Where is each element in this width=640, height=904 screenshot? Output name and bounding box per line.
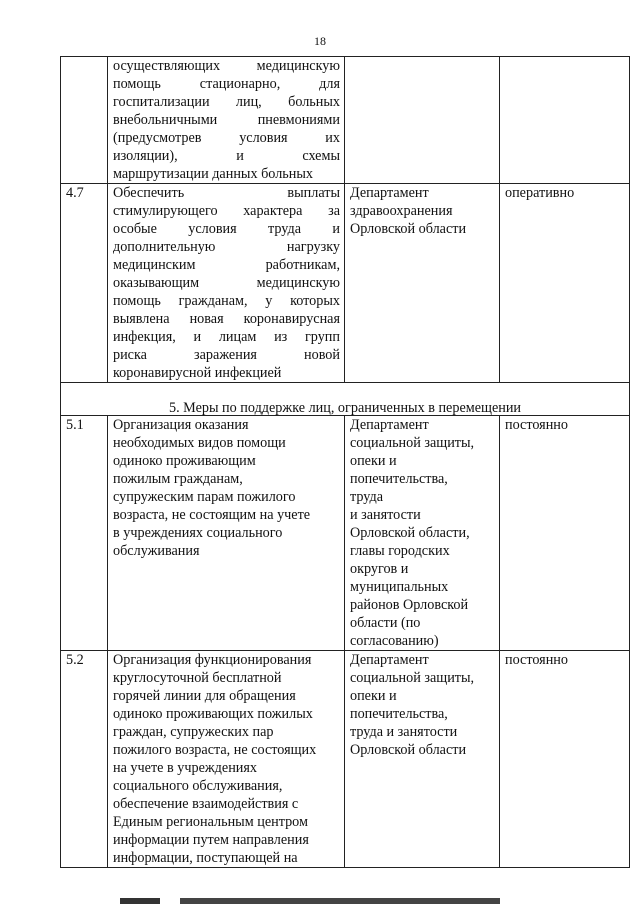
- action-line: горячей линии для обращения: [113, 688, 296, 704]
- action-cell: [108, 57, 345, 184]
- executor-line: Департамент: [350, 185, 429, 201]
- executor-line: опеки и: [350, 453, 397, 469]
- term-cell: постоянно: [500, 416, 630, 651]
- table-row-5-2: [61, 651, 630, 868]
- action-line: социального обслуживания,: [113, 778, 283, 794]
- row-number: 5.2: [61, 651, 108, 868]
- table-row-5-1: [61, 416, 630, 651]
- action-line: обслуживания: [113, 543, 200, 559]
- executor-line: главы городских: [350, 543, 450, 559]
- action-line: помощь гражданам, у которых: [113, 293, 340, 309]
- executor-line: Орловской области: [350, 221, 467, 237]
- table-row-continuation: [61, 57, 630, 184]
- action-cell: [108, 184, 345, 383]
- action-cell: [108, 416, 345, 651]
- scan-edge-artifact: [0, 898, 640, 904]
- executor-line: Департамент: [350, 417, 429, 433]
- executor-line: муниципальных: [350, 579, 449, 595]
- executor-cell: [345, 651, 500, 868]
- executor-line: районов Орловской: [350, 597, 469, 613]
- term-cell: постоянно: [500, 651, 630, 868]
- executor-cell: [345, 184, 500, 383]
- action-line: на учете в учреждениях: [113, 760, 257, 776]
- executor-line: попечительства,: [350, 706, 448, 722]
- action-line: осуществляющих медицинскую: [113, 58, 340, 74]
- executor-line: и занятости: [350, 507, 421, 523]
- executor-line: области (по: [350, 615, 421, 631]
- action-line: госпитализации лиц, больных: [113, 94, 340, 110]
- action-line: возраста, не состоящим на учете: [113, 507, 311, 523]
- action-line: информации, поступающей на: [113, 850, 298, 866]
- row-number: 5.1: [61, 416, 108, 651]
- action-cell: [108, 651, 345, 868]
- executor-line: здравоохранения: [350, 203, 453, 219]
- action-line: медицинским работникам,: [113, 257, 340, 273]
- action-line: граждан, супружеских пар: [113, 724, 274, 740]
- executor-line: социальной защиты,: [350, 435, 475, 451]
- row-number-cell: [61, 57, 108, 184]
- action-line: круглосуточной бесплатной: [113, 670, 282, 686]
- executor-line: социальной защиты,: [350, 670, 475, 686]
- action-line: пожилым гражданам,: [113, 471, 243, 487]
- executor-line: попечительства,: [350, 471, 448, 487]
- action-line: одиноко проживающих пожилых: [113, 706, 313, 722]
- executor-line: Департамент: [350, 652, 429, 668]
- action-line: оказывающим медицинскую: [113, 275, 340, 291]
- action-line: информации путем направления: [113, 832, 309, 848]
- action-line: в учреждениях социального: [113, 525, 283, 541]
- executor-line: Орловской области: [350, 742, 467, 758]
- page-number: 18: [314, 34, 326, 48]
- action-line: дополнительную нагрузку: [113, 239, 340, 255]
- measures-table: [60, 56, 630, 868]
- section-heading: 5. Меры по поддержке лиц, ограниченных в перемещении: [61, 401, 630, 416]
- term-cell: [500, 57, 630, 184]
- action-line: (предусмотрев условия их: [113, 130, 340, 146]
- executor-cell: [345, 57, 500, 184]
- action-line: риска заражения новой: [113, 347, 340, 363]
- executor-line: труда: [350, 489, 383, 505]
- action-line: выявлена новая коронавирусная: [113, 311, 340, 327]
- action-line: внебольничными пневмониями: [113, 112, 340, 128]
- action-line: супружеским парам пожилого: [113, 489, 296, 505]
- action-line: Единым региональным центром: [113, 814, 308, 830]
- action-line: Обеспечить выплаты: [113, 185, 340, 201]
- action-line: помощь стационарно, для: [113, 76, 340, 92]
- action-line: маршрутизации данных больных: [113, 166, 313, 182]
- action-line: особые условия труда и: [113, 221, 340, 237]
- executor-line: Орловской области,: [350, 525, 470, 541]
- executor-line: округов и: [350, 561, 409, 577]
- action-line: пожилого возраста, не состоящих: [113, 742, 317, 758]
- term-cell: оперативно: [500, 184, 630, 383]
- action-line: стимулирующего характера за: [113, 203, 340, 219]
- section-spacer-cell: [61, 383, 630, 402]
- executor-line: опеки и: [350, 688, 397, 704]
- action-line: обеспечение взаимодействия с: [113, 796, 299, 812]
- action-line: одиноко проживающим: [113, 453, 256, 469]
- table-row-4-7: [61, 184, 630, 383]
- action-line: Организация функционирования: [113, 652, 312, 668]
- action-line: коронавирусной инфекцией: [113, 365, 282, 381]
- section-spacer-row: [61, 383, 630, 402]
- action-line: инфекция, и лицам из групп: [113, 329, 340, 345]
- executor-line: труда и занятости: [350, 724, 458, 740]
- executor-line: согласованию): [350, 633, 439, 649]
- action-line: Организация оказания: [113, 417, 249, 433]
- executor-cell: [345, 416, 500, 651]
- action-line: необходимых видов помощи: [113, 435, 286, 451]
- section-heading-row: [61, 401, 630, 416]
- row-number: 4.7: [61, 184, 108, 383]
- action-line: изоляции), и схемы: [113, 148, 340, 164]
